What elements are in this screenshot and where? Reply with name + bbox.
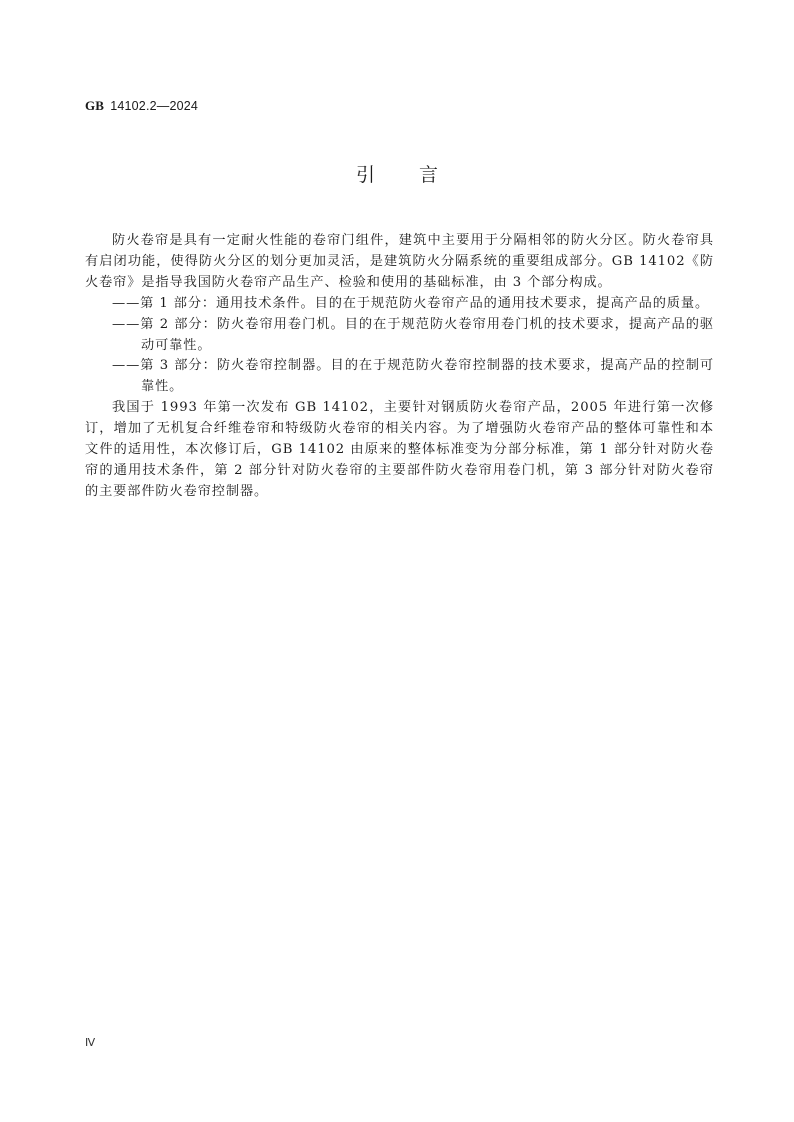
- part-list-item-2: ——第 2 部分：防火卷帘用卷门机。目的在于规范防火卷帘用卷门机的技术要求，提高产品的驱动可靠性。: [112, 316, 714, 353]
- page-title: [0, 160, 794, 187]
- standard-prefix: GB: [85, 98, 105, 113]
- title-char-1: 引: [355, 164, 375, 186]
- introduction-body: [85, 231, 714, 503]
- standard-number: 14102.2—2024: [110, 99, 199, 113]
- intro-paragraph-2: 我国于 1993 年第一次发布 GB 14102，主要针对钢质防火卷帘产品，2005 年进行第一次修订，增加了无机复合纤维卷帘和特级防火卷帘的相关内容。为了增强防火卷帘产品的整体可靠性和本文件的适用性，本次修订后，GB 14102 由原来的整体标准变为分部分标准，第 1 部分针对防火卷帘的通用技术条件，第 2 部分针对防火卷帘的主要部件防火卷帘用卷门机，第 3 部分针对防火卷帘的主要部件防火卷帘控制器。: [85, 400, 714, 499]
- part-list-item-1: ——第 1 部分：通用技术条件。目的在于规范防火卷帘产品的通用技术要求，提高产品的质量。: [112, 295, 710, 311]
- page-number: Ⅳ: [85, 1037, 96, 1049]
- part-list-item-3: ——第 3 部分：防火卷帘控制器。目的在于规范防火卷帘控制器的技术要求，提高产品的控制可靠性。: [112, 358, 714, 395]
- title-char-2: 言: [419, 164, 439, 186]
- document-header: [85, 98, 198, 114]
- intro-paragraph-1: 防火卷帘是具有一定耐火性能的卷帘门组件，建筑中主要用于分隔相邻的防火分区。防火卷帘具有启闭功能，使得防火分区的划分更加灵活，是建筑防火分隔系统的重要组成部分。GB 14102《防火卷帘》是指导我国防火卷帘产品生产、检验和使用的基础标准，由 3 个部分构成。: [85, 233, 714, 290]
